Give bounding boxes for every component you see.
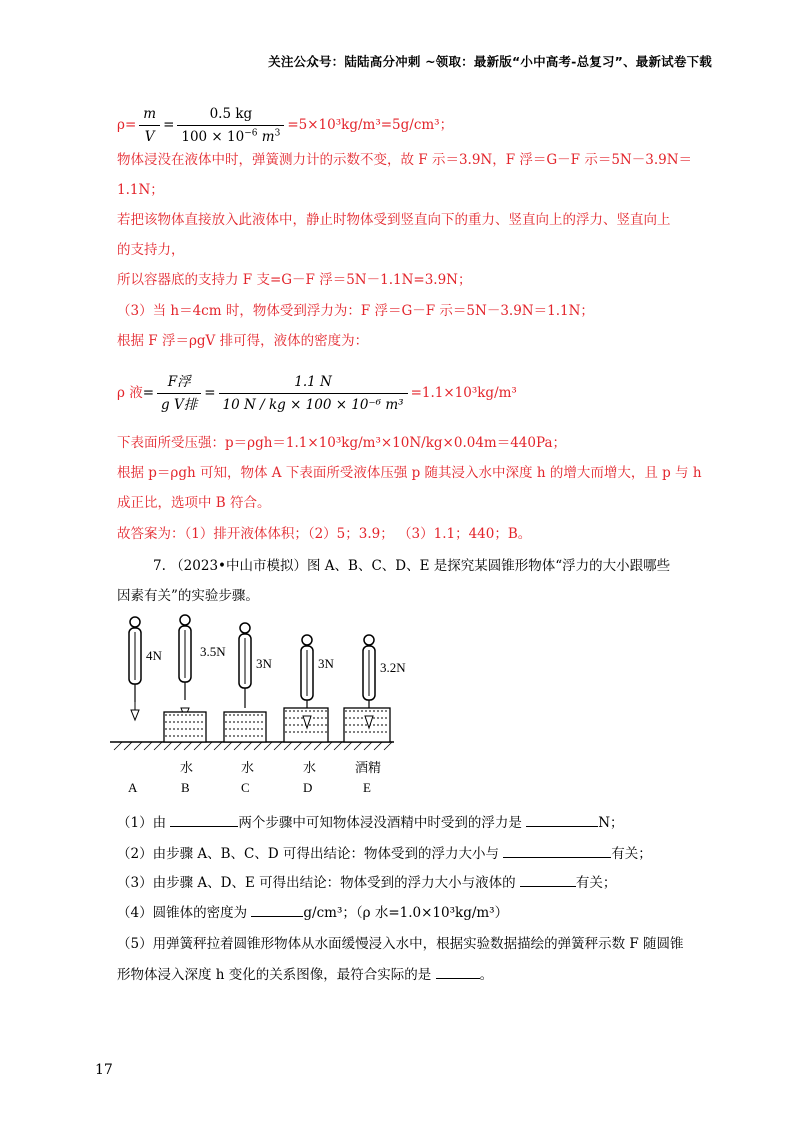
liquid-b: 水 — [180, 761, 194, 776]
frac-num-fbuoy: F浮 — [157, 372, 201, 394]
frac-den-expr: 10 N / kg × 100 × 10⁻⁶ m³ — [222, 397, 404, 413]
reading-c: 3N — [256, 656, 272, 671]
text-line-1: 物体浸没在液体中时，弹簧测力计的示数不变，故 F 示＝3.9N，F 浮＝G－F 示＝5N－3.9N＝ — [117, 152, 693, 168]
formula2-result: =1.1×10³kg/m³ — [410, 385, 517, 401]
step-a: A — [128, 780, 138, 795]
exp-unit: 3 — [274, 128, 281, 139]
text-line-2: 1.1N； — [117, 182, 164, 198]
q3-text-a: （3）由步骤 A、D、E 可得出结论：物体受到的浮力大小与液体的 — [117, 875, 516, 891]
text-line-8: 下表面所受压强：p＝ρgh＝1.1×10³kg/m³×10N/kg×0.04m＝440Pa； — [117, 435, 567, 451]
liquid-c: 水 — [241, 761, 255, 776]
q5-text-b: 形物体浸入深度 h 变化的关系图像，最符合实际的是 — [117, 967, 432, 983]
text-line-4: 的支持力， — [117, 242, 185, 258]
q5-text-c: 。 — [479, 967, 494, 983]
scale-d — [284, 635, 328, 742]
frac-num-mass: 0.5 kg — [177, 104, 284, 126]
step-c: C — [241, 780, 250, 795]
text-line-10: 成正比，选项中 B 符合。 — [117, 495, 271, 511]
q7-part-5b — [117, 964, 493, 985]
frac-den-volume: 100 × 10 — [181, 129, 245, 145]
formula1-result: =5×10³kg/m³=5g/cm³； — [287, 117, 454, 133]
page-number: 17 — [95, 1062, 113, 1078]
q7-part-1 — [117, 812, 624, 833]
frac-num-force: 1.1 N — [219, 372, 408, 394]
q5-blank[interactable] — [436, 964, 480, 979]
q2-text-b: 有关； — [611, 846, 652, 862]
q1-text-a: （1）由 — [117, 815, 167, 831]
reading-d: 3N — [318, 656, 334, 671]
liquid-d: 水 — [303, 761, 317, 776]
frac-den-v: V — [144, 129, 155, 145]
formula-liquid-density: ρ 液= $\frac{\text{F浮}}{\text{g V排}}$ = $\frac{1.1 N}{\text{10 N / kg × 100 × 10⁻⁶ m³}}$ =1.1×10³kg/m³ — [117, 374, 517, 413]
page-header: 关注公众号：陆陆高分冲刺 ~领取：最新版“小中高考-总复习”、最新试卷下载 — [268, 54, 712, 69]
scale-b — [164, 615, 206, 742]
text-line-6: （3）当 h＝4cm 时，物体受到浮力为：F 浮＝G－F 示＝5N－3.9N＝1.1N； — [117, 303, 594, 319]
q1-blank-force[interactable] — [526, 812, 598, 827]
text-line-11: 故答案为：（1）排开液体体积；（2）5；3.9； （3）1.1；440；B。 — [117, 526, 532, 542]
liquid-e: 酒精 — [355, 761, 382, 776]
step-d: D — [303, 780, 313, 795]
text-line-9: 根据 p＝ρgh 可知，物体 A 下表面所受液体压强 p 随其浸入水中深度 h 的增大而增大，且 p 与 h — [117, 465, 702, 481]
scale-c — [224, 623, 266, 742]
q2-text-a: （2）由步骤 A、B、C、D 可得出结论：物体受到的浮力大小与 — [117, 846, 499, 862]
text-line-5: 所以容器底的支持力 F 支=G－F 浮＝5N－1.1N=3.9N； — [117, 272, 472, 288]
q7-part-3 — [117, 872, 616, 893]
exp: −6 — [244, 128, 258, 139]
scale-a — [129, 617, 141, 720]
q7-intro-2: 因素有关”的实验步骤。 — [117, 588, 259, 604]
frac-num-m: m — [139, 104, 160, 126]
step-b: B — [181, 780, 190, 795]
q7-part-2 — [117, 843, 652, 864]
step-e: E — [363, 780, 371, 795]
reading-b: 3.5N — [200, 644, 226, 659]
q1-text-c: N； — [598, 815, 624, 831]
q4-text-b: g/cm³；（ρ 水=1.0×10³kg/m³） — [303, 905, 509, 921]
rho-liquid: ρ 液 — [117, 385, 143, 401]
frac-den-gv: g V排 — [161, 397, 198, 413]
q7-part-4 — [117, 902, 508, 923]
text-line-3: 若把该物体直接放入此液体中，静止时物体受到竖直向下的重力、竖直向上的浮力、竖直向上 — [117, 212, 671, 228]
q3-text-b: 有关； — [575, 875, 617, 891]
q3-blank[interactable] — [520, 872, 576, 887]
q1-text-b: 两个步骤中可知物体浸没酒精中时受到的浮力是 — [238, 815, 522, 831]
q7-part-5a: （5）用弹簧秤拉着圆锥形物体从水面缓慢浸入水中，根据实验数据描绘的弹簧秤示数 F 随圆锥 — [117, 936, 684, 952]
text-line-7: 根据 F 浮＝ρgV 排可得，液体的密度为： — [117, 333, 369, 349]
scale-e — [344, 635, 390, 742]
q4-blank[interactable] — [251, 902, 303, 917]
q7-intro-1: 7. （2023•中山市模拟）图 A、B、C、D、E 是探究某圆锥形物体“浮力的大小跟哪些 — [153, 558, 671, 574]
q2-blank[interactable] — [503, 843, 611, 858]
q4-text-a: （4）圆锥体的密度为 — [117, 905, 248, 921]
reading-a: 4N — [146, 648, 162, 663]
unit: m — [261, 129, 275, 145]
experiment-figure — [108, 612, 408, 797]
formula-density: ρ= $\frac{m}{V}$ = $\frac{0.5 kg}{100 \times 10^{-6} m^3}$ =5×10³kg/m³=5g/cm³； — [117, 106, 454, 145]
q1-blank-steps[interactable] — [170, 812, 238, 827]
reading-e: 3.2N — [380, 660, 406, 675]
rho-symbol: ρ — [117, 117, 125, 133]
